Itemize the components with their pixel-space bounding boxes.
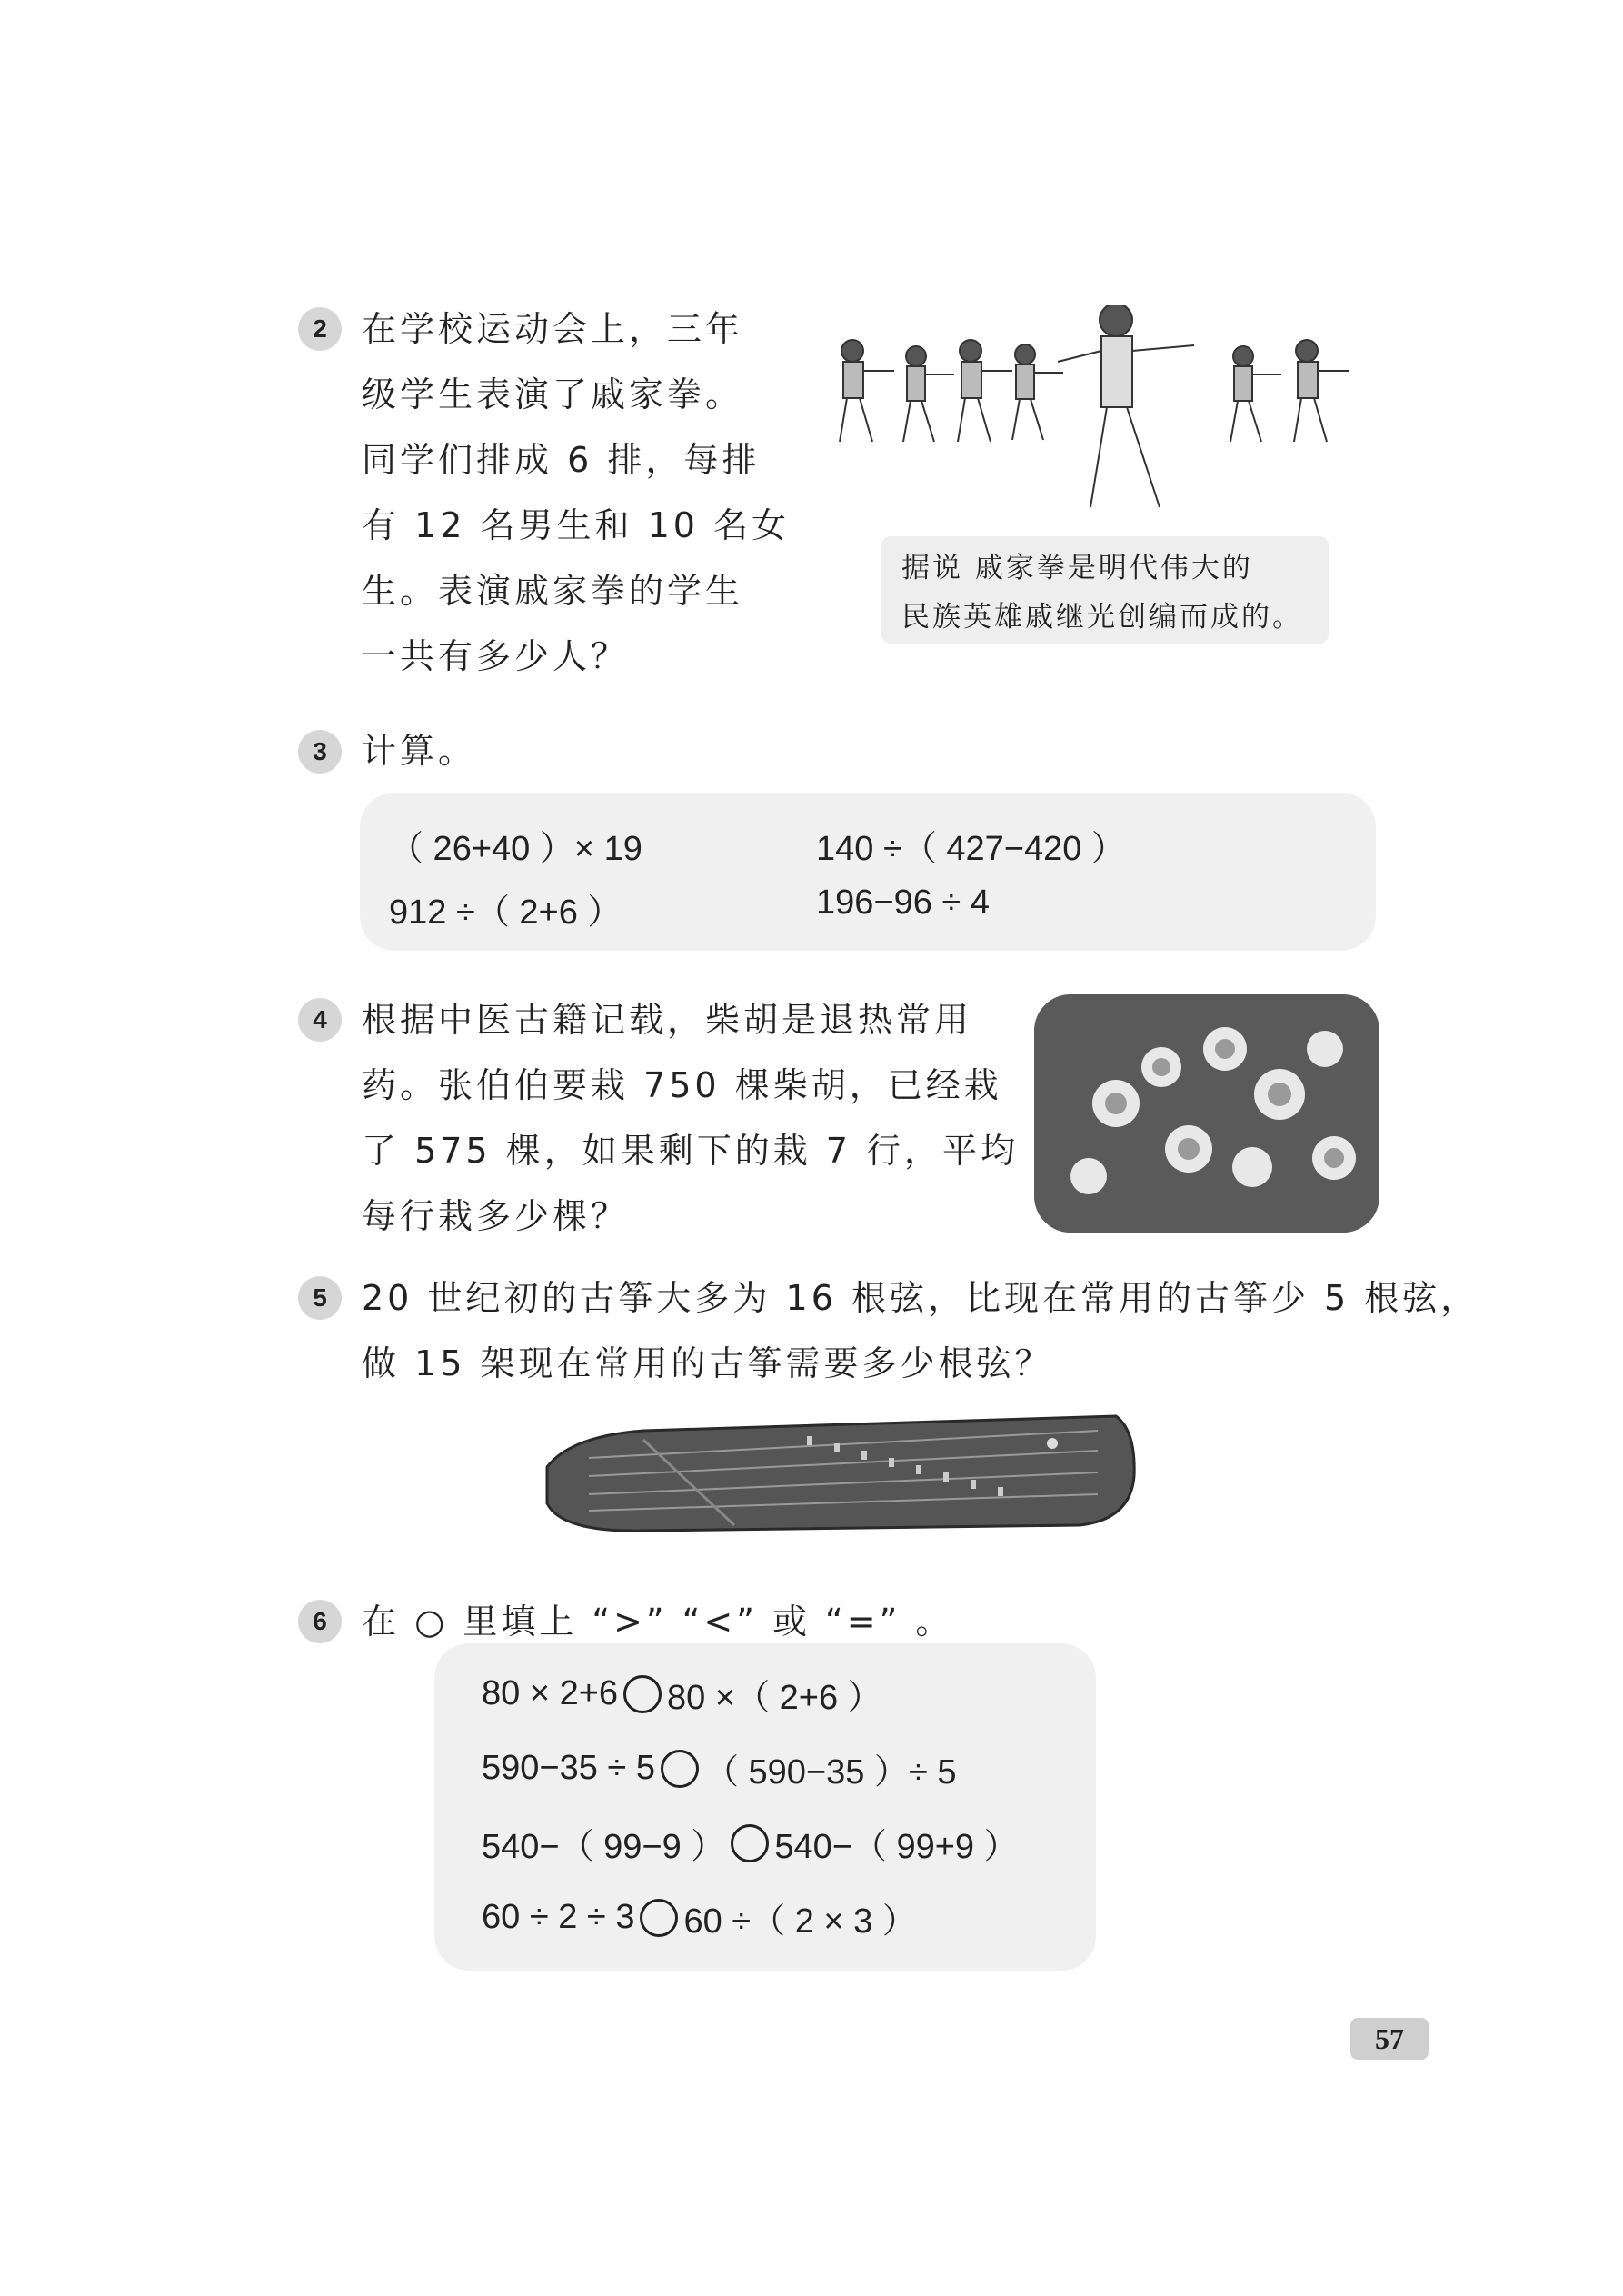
problem-2-text [362, 296, 790, 689]
problem-5-line: 20 世纪初的古筝大多为 16 根弦，比现在常用的古筝少 5 根弦， [362, 1278, 1479, 1318]
problem-5-text [362, 1265, 1479, 1396]
problem-4-line: 了 575 棵，如果剩下的栽 7 行，平均 [362, 1131, 1020, 1171]
calc-expression: 912 ÷（ 2+6 ） [389, 893, 622, 932]
caption-line: 据说 戚家拳是明代伟大的 [901, 552, 1253, 584]
comparison-left: 60 ÷ 2 ÷ 3 [482, 1898, 635, 1936]
problem-3-number: 3 [298, 730, 342, 774]
problem-4-line: 药。张伯伯要栽 750 棵柴胡，已经栽 [362, 1065, 1002, 1105]
problem-2-number: 2 [298, 307, 342, 351]
guzheng-instrument-photo [534, 1403, 1141, 1543]
caption-line: 民族英雄戚继光创编而成的。 [901, 601, 1303, 634]
calc-expression: 140 ÷（ 427−420 ） [816, 830, 1126, 868]
comparison-row [482, 1892, 917, 1942]
problem-6-title: 在 ○ 里填上 “>” “<” 或 “=” 。 [362, 1602, 954, 1642]
calc-expression: （ 26+40 ）× 19 [389, 830, 642, 868]
comparison-row [482, 1743, 957, 1793]
problem-2-line: 级学生表演了戚家拳。 [362, 374, 744, 414]
problem-4-text [362, 987, 1019, 1249]
page-number: 57 [1350, 2018, 1429, 2060]
comparison-right: 540−（ 99+9 ） [774, 1828, 1019, 1866]
problem-2-line: 有 12 名男生和 10 名女 [362, 505, 791, 545]
comparison-left: 540−（ 99−9 ） [482, 1828, 726, 1866]
answer-circle[interactable] [640, 1899, 678, 1937]
comparison-left: 80 × 2+6 [482, 1674, 619, 1712]
problem-2-line: 生。表演戚家拳的学生 [362, 571, 744, 611]
comparison-left: 590−35 ÷ 5 [482, 1749, 655, 1787]
comparison-right: （ 590−35 ）÷ 5 [703, 1753, 957, 1792]
problem-4-number: 4 [298, 998, 342, 1042]
qijiaquan-caption [881, 536, 1329, 644]
problem-4-line: 每行栽多少棵？ [362, 1196, 630, 1236]
problem-6-number: 6 [298, 1600, 342, 1643]
comparison-right: 80 ×（ 2+6 ） [667, 1679, 882, 1717]
problem-4-line: 根据中医古籍记载，柴胡是退热常用 [362, 1000, 973, 1040]
problem-2-line: 在学校运动会上，三年 [362, 309, 744, 349]
comparison-row [482, 1669, 882, 1719]
problem-2-line: 同学们排成 6 排，每排 [362, 440, 761, 480]
problem-3-title: 计算。 [362, 731, 477, 771]
answer-circle[interactable] [731, 1824, 769, 1862]
answer-circle[interactable] [623, 1675, 662, 1713]
qijiaquan-performers-illustration [821, 305, 1385, 524]
comparison-right: 60 ÷（ 2 × 3 ） [683, 1902, 917, 1941]
problem-5-number: 5 [298, 1276, 342, 1320]
answer-circle[interactable] [661, 1750, 699, 1788]
problem-5-line: 做 15 架现在常用的古筝需要多少根弦？ [362, 1343, 1053, 1383]
calc-expression: 196−96 ÷ 4 [816, 883, 990, 922]
comparison-row [482, 1818, 1019, 1868]
problem-2-line: 一共有多少人？ [362, 636, 630, 676]
bupleurum-flower-photo [1034, 994, 1379, 1233]
